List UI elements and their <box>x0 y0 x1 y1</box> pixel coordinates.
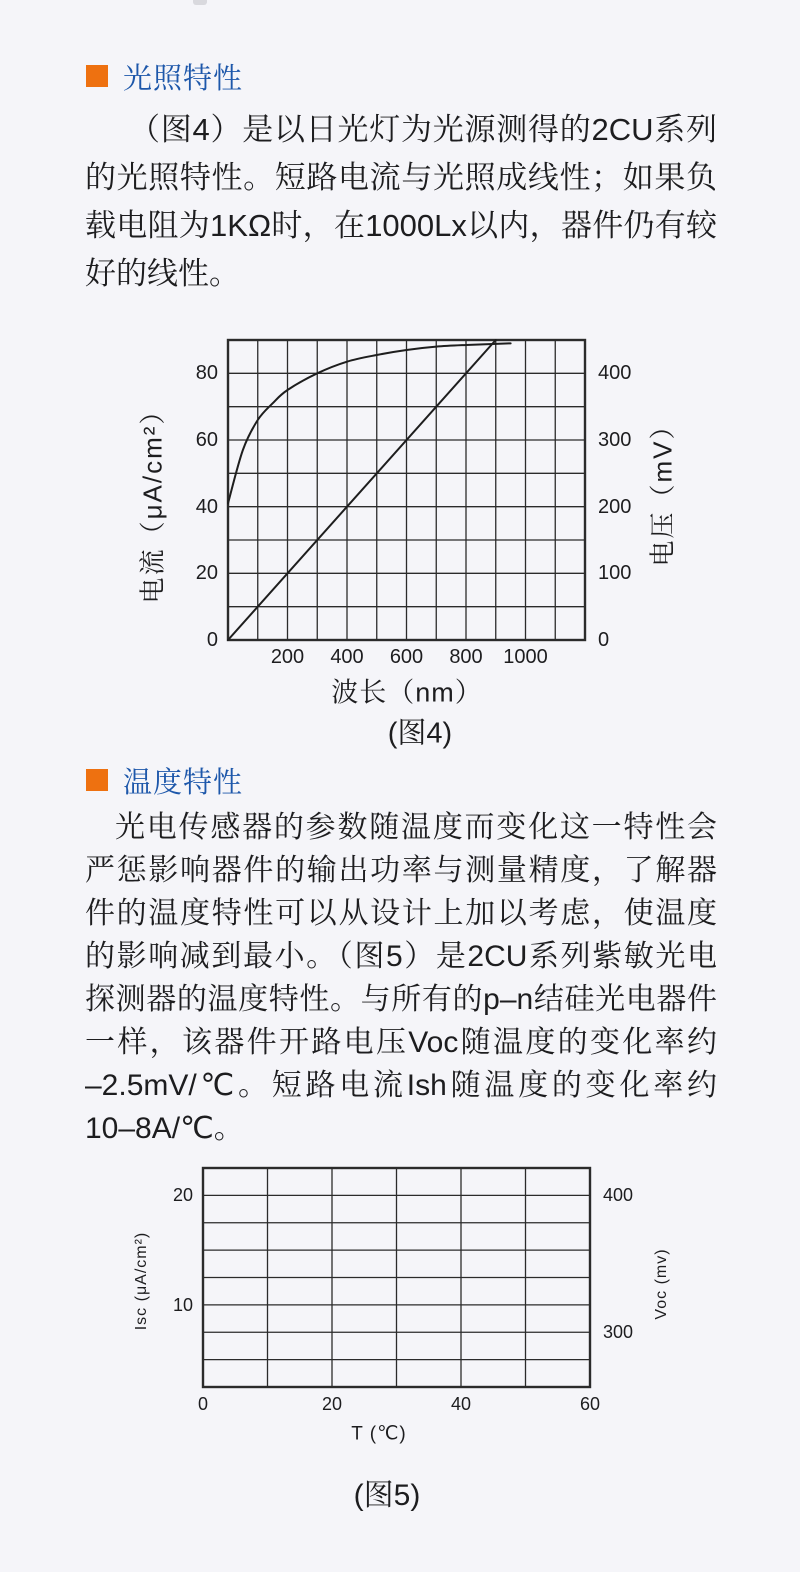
y-tick-label-left: 20 <box>172 1185 193 1206</box>
paragraph-illumination <box>85 106 717 298</box>
y-tick-label-left: 20 <box>195 562 218 585</box>
paragraph-line: 好的线性。 <box>85 256 240 291</box>
y-tick-label-right: 100 <box>598 562 632 585</box>
paragraph-line: （图4）是以日光灯为光源测得的2CU系列 <box>129 112 717 147</box>
y-tick-label-left: 10 <box>172 1294 193 1315</box>
figure-5-caption: (图5) <box>353 1479 421 1512</box>
section-header-temperature <box>86 766 244 799</box>
paragraph-line: 的光照特性。短路电流与光照成线性；如果负 <box>85 160 717 195</box>
y-tick-label-right: 300 <box>598 429 632 451</box>
y-tick-label-right: 300 <box>603 1322 634 1343</box>
y-axis-label-left-current: 电流（μA/cm²） <box>137 396 168 604</box>
x-tick-label: 1000 <box>503 646 548 668</box>
y-axis-label-right-voc: Voc (mv) <box>653 1248 670 1320</box>
y-tick-label-left: 80 <box>195 362 218 385</box>
y-tick-label-right: 0 <box>598 629 610 651</box>
paragraph-line: 载电阻为1KΩ时，在1000Lx以内，器件仍有较 <box>85 208 717 243</box>
x-tick-label: 800 <box>449 646 483 668</box>
x-tick-label: 400 <box>330 646 364 668</box>
section-header-illumination <box>86 62 244 95</box>
paragraph-line: 件的温度特性可以从设计上加以考虑，使温度 <box>85 897 717 930</box>
paragraph-line: 的影响减到最小。（图5）是2CU系列紫敏光电 <box>85 940 717 973</box>
y-axis-label-right-voltage: 电压（mV） <box>647 411 678 567</box>
x-axis-label-wavelength: 波长（nm） <box>331 677 483 708</box>
paragraph-line: 探测器的温度特性。与所有的p–n结硅光电器件 <box>85 983 717 1016</box>
x-tick-label: 600 <box>389 646 424 668</box>
y-tick-label-right: 400 <box>603 1185 634 1206</box>
section-title-illumination: 光照特性 <box>123 62 244 95</box>
paragraph-line: 光电传感器的参数随温度而变化这一特性会 <box>115 811 717 844</box>
y-tick-label-left: 40 <box>195 495 218 518</box>
x-axis-label-temperature: T (℃) <box>351 1423 407 1445</box>
paragraph-temperature <box>85 806 717 1150</box>
x-tick-label: 200 <box>270 646 305 668</box>
paragraph-line: 严惩影响器件的输出功率与测量精度，了解器 <box>85 854 717 887</box>
orange-square-bullet-icon <box>86 769 108 791</box>
y-axis-label-left-isc: Isc (μA/cm²) <box>133 1231 150 1331</box>
y-tick-label-left: 60 <box>195 429 218 451</box>
x-tick-label: 0 <box>197 1394 209 1414</box>
paragraph-line: 10–8A/℃。 <box>85 1112 244 1145</box>
paragraph-line: –2.5mV/℃。短路电流Ish随温度的变化率约 <box>85 1069 717 1102</box>
x-tick-label: 20 <box>321 1394 343 1414</box>
y-tick-label-right: 400 <box>598 362 632 385</box>
y-tick-label-right: 200 <box>598 495 632 518</box>
section-title-temperature: 温度特性 <box>123 766 244 799</box>
figure-4-caption: (图4) <box>387 717 453 750</box>
cutoff-element <box>193 0 207 5</box>
paragraph-line: 一样，该器件开路电压Voc随温度的变化率约 <box>85 1026 717 1059</box>
orange-square-bullet-icon <box>86 65 108 87</box>
y-tick-label-left: 0 <box>206 629 218 651</box>
x-tick-label: 60 <box>579 1394 601 1414</box>
x-tick-label: 40 <box>450 1394 472 1414</box>
